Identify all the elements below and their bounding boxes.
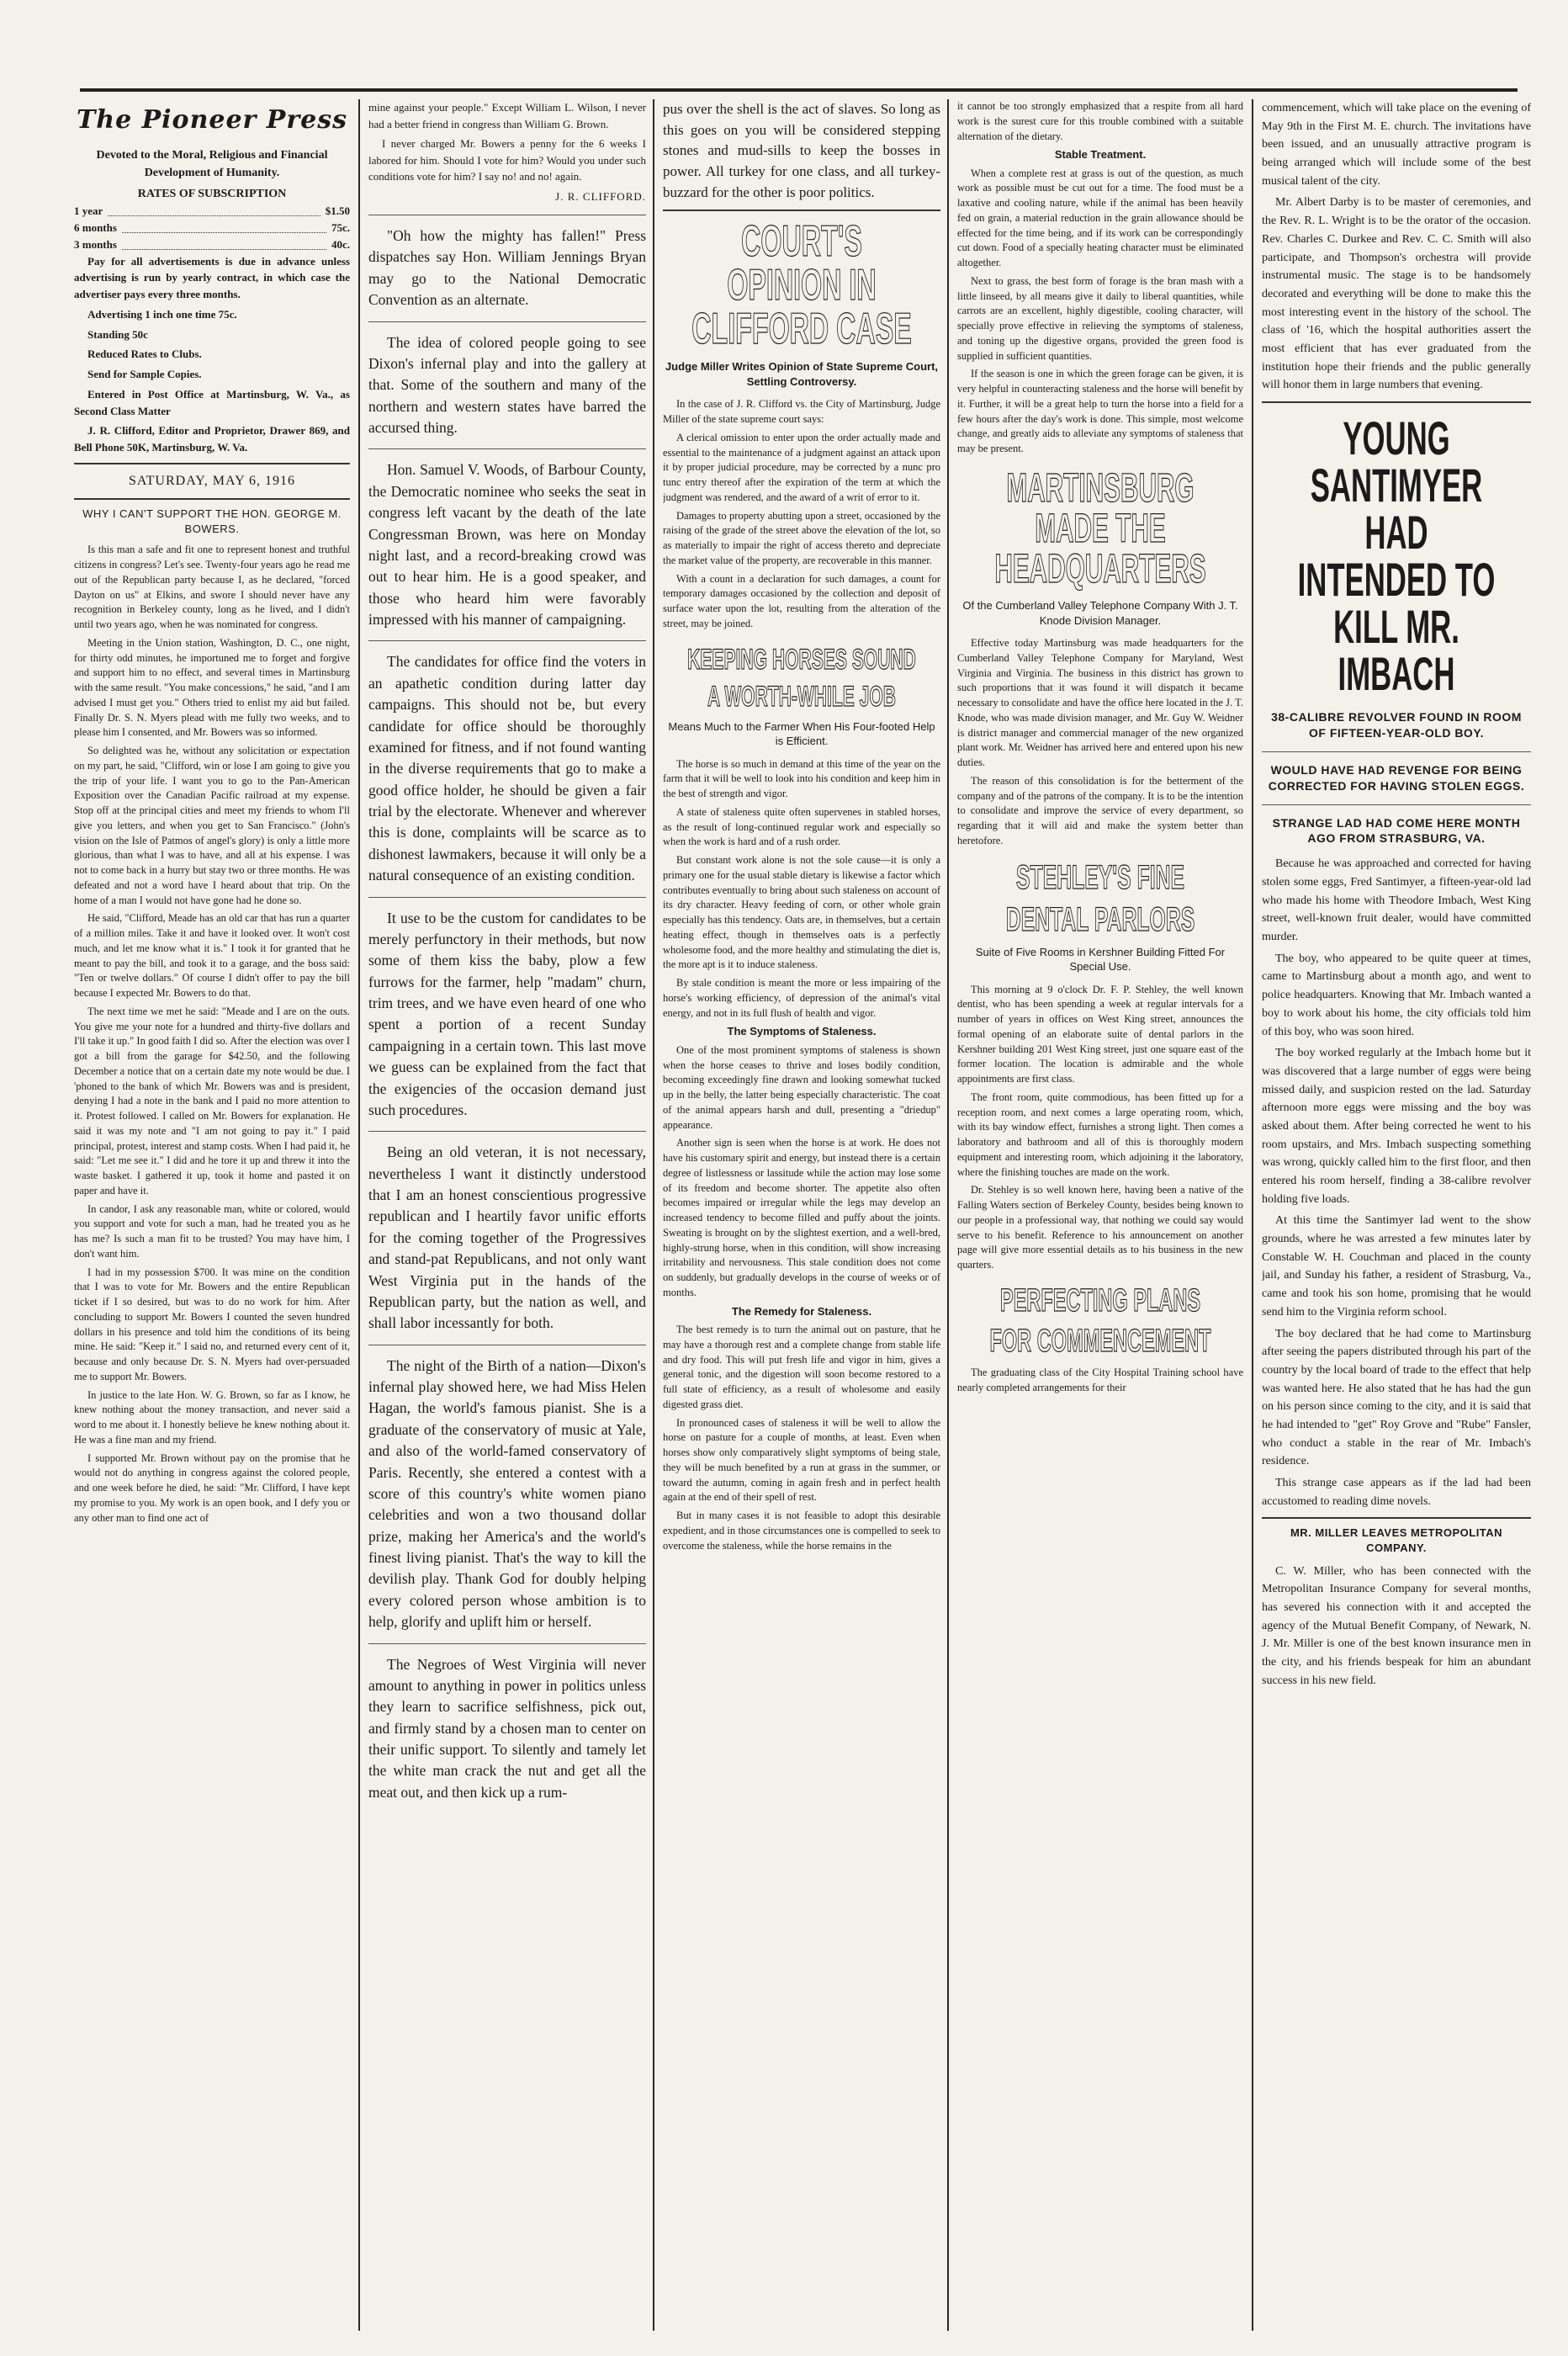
deck-santimyer-2: WOULD HAVE HAD REVENGE FOR BEING CORRECTED FOR HAVING STOLEN EGGS. bbox=[1268, 762, 1525, 793]
paragraph: In justice to the late Hon. W. G. Brown, so far as I know, he knew nothing about the money transaction, and never said a word to me about it. I honestly believe he knew nothing about it. He was a fine man and my friend. bbox=[74, 1388, 350, 1446]
masthead-rule bbox=[74, 463, 350, 464]
headline-horses: KEEPING HORSES SOUND bbox=[687, 643, 916, 676]
paragraph: He said, "Clifford, Meade has an old car that has run a quarter of a million miles. Take it and have it looked over. It won't cost much, and let me know what it is." I took it for granted that he meant to pay the bill, and took it to a garage, and the boss said: "Ten or twelve dollars." Of course I didn't offer to pay the bill because I expected Mr. Bowers to do that. bbox=[74, 912, 350, 1000]
article-horses-continued bbox=[957, 99, 1243, 457]
headline-commencement-second-line: FOR COMMENCEMENT bbox=[989, 1323, 1211, 1359]
masthead-notes bbox=[74, 253, 350, 456]
editorial-item: The Negroes of West Virginia will never amount to anything in power in politics unless they learn to sacrifice selfishness, pick out, and firmly stand by a chosen man to center on their unific support. To silently and tamely let the white man crack the nut and get all the meat out, and then kick up a rum- bbox=[368, 1655, 646, 1801]
paragraph: With a count in a declaration for such damages, a count for temporary damages occasioned by the collection and deposit of surface water upon the lot, resulting from the alteration of the street, may be joined. bbox=[663, 572, 940, 629]
paragraph: Is this man a safe and fit one to represent honest and truthful citizens in congress? Let's see. Twenty-four years ago he read me out of the Republican party because I, as he declared, "forced Dayton on us" at Elkins, and swore I should never have any recognition in Berkeley county, long as he lived, and I didn't until two years ago, when he was nominated for congress. bbox=[74, 544, 350, 631]
signature: J. R. CLIFFORD. bbox=[555, 189, 646, 203]
editorial-item: The candidates for office find the voters in an apathetic condition during latter day campaigns. This should not be, but every candidate for office should be thoroughly examined for fitness, and if not found wanting in the diverse requirements that go to make a good office holder, he should be given a fair trial by the electorate. Whenever and wherever this is done, complaints will be scarce as to dishonest lawmakers, because it will only be a natural consequence of an existing condition. bbox=[368, 653, 646, 884]
editorial-item: Hon. Samuel V. Woods, of Barbour County, the Democratic nominee who seeks the seat in congress left vacant by the death of the late Congressman Brown, was here on Monday night last, and a record-breaking crowd was out to hear him. He is a good speaker, and those who heard him were favorably impressed with his manner of campaigning. bbox=[368, 461, 646, 628]
paragraph: Mr. Albert Darby is to be master of ceremonies, and the Rev. R. L. Wright is to be the orator of the occasion. Rev. Charles C. Durkee and Rev. C. C. Smith will also participate, and Thompson's orchestra will provide instrumental music. The stage is to be handsomely decorated and everything will be done to make this the most interesting event in the history of the school. The class of '16, which the hospital authorities assert the most efficient that has ever graduated from the institution hope their friends and the public generally will honor them in large numbers that evening. bbox=[1262, 196, 1531, 392]
paragraph: Another sign is seen when the horse is at work. He does not have his customary spirit and energy, but instead there is a certain degree of listlessness or lassitude while the action may lose some of its freedom and become shorter. The appetite also often becomes impaired or irregular while the legs may develop an increased tendency to become filled and puffy about the joints. Sweating is brought on by the slightest exertion, and a well-bred, highly-strung horse, when in this condition, will show increasing irritability and nervousness. This stale condition does not come on suddenly, but gradually develops in the course of weeks or of months. bbox=[663, 1137, 940, 1298]
date-rule bbox=[74, 498, 350, 500]
paragraph: But in many cases it is not feasible to adopt this desirable expedient, and in those circumstances one is compelled to seek to overcome the staleness, while the horse remains in the bbox=[663, 1510, 940, 1552]
column-divider bbox=[947, 99, 949, 2331]
paragraph: The front room, quite commodious, has been fitted up for a reception room, and next comes a large operating room, which, with its bay window effect, furnishes a strong light. Then comes a laboratory and bathroom and all of this is thoroughly modern equipment and interesting room, which adjoining it the laboratory, where the finishing touches are made on the work. bbox=[957, 1090, 1243, 1178]
paragraph: In candor, I ask any reasonable man, white or colored, would you support and vote for such a man, had he treated you as he has me? Is such a man fit to be trusted? You may have him, I don't want him. bbox=[74, 1202, 350, 1260]
headline-stehley: STEHLEY'S FINE bbox=[1015, 858, 1185, 896]
article-court-opinion bbox=[663, 397, 940, 631]
headline-stehley-second-line: DENTAL PARLORS bbox=[1005, 900, 1195, 938]
paragraph: In pronounced cases of staleness it will be well to allow the horse on pasture for a couple of months, at least. Even when horses show only comparatively slight symptoms of being stale, they will be much benefited by a run at grass in the summer, or toward the autumn, coming in again fresh and in perfect health again at the end of their spell of rest. bbox=[663, 1416, 940, 1504]
paragraph: Meeting in the Union station, Washington, D. C., one night, for thirty odd minutes, he importuned me to forget and forgive and support him to no effect, and several times in Martinsburg with the same result. "You make concessions," he said, "and I am advised I must get you." Others tried to enlist my aid but failed. Finally Dr. S. N. Myers plead with me fully two weeks, and to please him I consented, and Mr. Bowers was so informed. bbox=[74, 636, 350, 739]
paragraph: At this time the Santimyer lad went to the show grounds, where he was arrested a few minutes later by Constable W. H. Couchman and placed in the county jail, and Sunday his father, a resident of Strasburg, Va., came and took his son home, promising that he would send him to the Virginia reform school. bbox=[1262, 1214, 1531, 1319]
headline-court-opinion: COURT'S OPINION IN CLIFFORD CASE bbox=[691, 217, 912, 354]
article-bowers-continued bbox=[368, 99, 646, 204]
item-rule bbox=[368, 448, 646, 449]
top-rule bbox=[80, 88, 1518, 92]
paragraph: pus over the shell is the act of slaves. So long as this goes on you will be considered stepping stones and mud-sills to keep the bosses in power. All turkey for one class, and all turkey-buzzard for the other is poor politics. bbox=[663, 101, 940, 200]
paragraph: By stale condition is meant the more or less impairing of the horse's working efficiency, of depression of the animal's vital energy, and not in its full flush of health and vigor. bbox=[663, 977, 940, 1019]
headline-santimyer: YOUNG SANTIMYER HAD INTENDED TO KILL MR. IMBACH bbox=[1297, 411, 1496, 700]
subhead-stable-treatment: Stable Treatment. bbox=[1054, 148, 1147, 162]
note: Pay for all advertisements is due in advance unless advertising is run by yearly contract, in which case the advertiser pays every three months. bbox=[74, 254, 350, 301]
paragraph: But constant work alone is not the sole cause—it is only a primary one for the usual stable dietary is likewise a factor which contributes eventually to bring about such staleness on account of its dry character. Heavy feeding of corn, or other whole grain especially has this tendency. Oats are, in themselves, but a certain heating effect, though in themselves oats is a perfectly wholesome food, and the more healthy and stimulating the diet is, the more apt is it to induce staleness. bbox=[663, 854, 940, 971]
headline-martinsburg: MARTINSBURG MADE THE HEADQUARTERS bbox=[994, 465, 1206, 592]
paragraph: Dr. Stehley is so well known here, having been a native of the Falling Waters section of Berkeley County, besides being known to our people in a professional way, that nothing we could say would serve to his benefit. Reference to his announcement on another page will give more essential details as to his business in the new quarters. bbox=[957, 1184, 1243, 1271]
note: Reduced Rates to Clubs. bbox=[87, 348, 202, 361]
item-rule bbox=[368, 897, 646, 898]
item-rule bbox=[1262, 1517, 1531, 1519]
paragraph: The reason of this consolidation is for the betterment of the company and of the patrons of the company. It is to be the intention to consolidate and improve the service of every department, so regarding that it will aid and make the system better than heretofore. bbox=[957, 774, 1243, 846]
article-commencement bbox=[957, 1366, 1243, 1396]
item-rule bbox=[368, 1643, 646, 1644]
headline-commencement: PERFECTING PLANS bbox=[999, 1282, 1201, 1319]
paragraph: I supported Mr. Brown without pay on the promise that he would not do anything in congress against the colored people, and one week before he died, he said: "Mr. Clifford, I have kept my promise to you. My work is an open book, and I defy you or any other man to find one act of bbox=[74, 1451, 350, 1524]
paragraph: In the case of J. R. Clifford vs. the City of Martinsburg, Judge Miller of the state supreme court says: bbox=[663, 398, 940, 426]
article-stehley bbox=[957, 983, 1243, 1273]
item-rule bbox=[1262, 804, 1531, 805]
paragraph: The next time we met he said: "Meade and I are on the outs. You give me your note for a hundred and thirty-five dollars and I'll take it up." In good faith I did so. After the election was over I got a bill from the garage for $42.50, and the following December a notice that on a certain date my note would be due. I 'phoned to the bank of which Mr. Bowers was and is president, denying I had a note in the bank and I paid no more attention to it. Protest followed. I called on Mr. Bowers for explanation. He said it was my note and "I am not going to pay it." I paid principal, protest, interest and stamp costs. When I had paid it, he said: "Let me see it." I did and he tore it up and threw it into the waste basket. I gathered it up, took it home and pasted it on paper and have it. bbox=[74, 1005, 350, 1197]
article-horses bbox=[663, 757, 940, 1554]
article-santimyer bbox=[1262, 855, 1531, 1510]
paragraph: A clerical omission to enter upon the order actually made and essential to the maintenance of a judgment against an attack upon it by proper judicial procedure, may be corrected by a nunc pro tunc entry thereof after the expiration of the term at which the judgment was rendered, and the award of a writ of error to it. bbox=[663, 431, 940, 503]
paragraph: The horse is so much in demand at this time of the year on the farm that it will be well to look into his condition and keep him in the best of strength and vigor. bbox=[663, 757, 940, 800]
editorial-items bbox=[368, 226, 646, 1803]
paragraph: Damages to property abutting upon a street, occasioned by the raising of the grade of the street above the elevation of the lot, so as materially to impair the right of access thereto and depreciate the market value of the property, are recoverable in this manner. bbox=[663, 509, 940, 566]
article-bowers bbox=[74, 543, 350, 1526]
paragraph: Because he was approached and corrected for having stolen some eggs, Fred Santimyer, a fifteen-year-old lad who made his home with Theodore Imbach, West King street, well-known fruit dealer, would have committed murder. bbox=[1262, 857, 1531, 944]
column-divider bbox=[358, 99, 360, 2331]
deck-horses: Means Much to the Farmer When His Four-footed Help is Efficient. bbox=[668, 719, 935, 748]
paragraph: I had in my possession $700. It was mine on the condition that I was to vote for Mr. Bowers and the entire Republican ticket if I so desired, but was to do no work for him. After concluding to support Mr. Bowers I counted the seven hundred dollars in his presence and told him the conditions of its being mine. He said: "Keep it." I said no, and returned every cent of it, because and only because Dr. S. N. Myers had over-persuaded me to support Mr. Bowers. bbox=[74, 1266, 350, 1382]
column-2 bbox=[368, 99, 646, 2339]
deck-stehley: Suite of Five Rooms in Kershner Building Fitted For Special Use. bbox=[975, 945, 1226, 974]
rate-row: 6 months 75c. bbox=[74, 221, 350, 235]
article-martinsburg bbox=[957, 636, 1243, 849]
editorial-item: "Oh how the mighty has fallen!" Press dispatches say Hon. William Jennings Bryan may go to the National Democratic Convention as an alternate. bbox=[368, 227, 646, 309]
paragraph: C. W. Miller, who has been connected with the Metropolitan Insurance Company for several months, has severed his connection with it and accepted the agency of the Mutual Benefit Company, of Newark, N. J. Mr. Miller is one of the best known insurance men in the city, and his friends bespeak for him an abundant success in his new field. bbox=[1262, 1564, 1531, 1687]
rates-heading: RATES OF SUBSCRIPTION bbox=[137, 188, 287, 201]
note: J. R. Clifford, Editor and Proprietor, Drawer 869, and Bell Phone 50K, Martinsburg, W. Va. bbox=[74, 424, 350, 454]
paragraph: If the season is one in which the green forage can be given, it is very helpful in counteracting staleness and the horse will benefit by it. Further, it will be a great help to turn the horse into a field for a few hours after the day's work is done. This simple, most welcome change, and greatly aids to alleviate any symptoms of staleness that may be present. bbox=[957, 368, 1243, 455]
note: Advertising 1 inch one time 75c. bbox=[87, 307, 237, 321]
paragraph: The boy, who appeared to be quite queer at times, came to Martinsburg about a month ago, and went to police headquarters. Knowing that Mr. Imbach wanted a boy to work about his home, the city officials told him of this boy, who was soon hired. bbox=[1262, 952, 1531, 1038]
column-4 bbox=[957, 99, 1243, 2339]
subhead-symptoms: The Symptoms of Staleness. bbox=[727, 1025, 877, 1038]
paragraph: The graduating class of the City Hospital Training school have nearly completed arrangements for their bbox=[957, 1366, 1243, 1393]
item-rule bbox=[368, 321, 646, 322]
paragraph: Effective today Martinsburg was made headquarters for the Cumberland Valley Telephone Company for Maryland, West Virginia and Virginia. The business in this district has grown to such proportions that it was found it will dispatch it became necessary to consolidate and have the office here located in the J. T. Knode, who was made division manager, and Mr. Guy W. Weidner is district manager and commercial manager of the new organized plant work. Mr. Weidner has arrived here and entered upon his new duties. bbox=[957, 637, 1243, 769]
masthead-title: The Pioneer Press bbox=[76, 105, 348, 135]
column-1 bbox=[74, 99, 350, 2339]
paragraph: The boy declared that he had come to Martinsburg after seeing the papers distributed through his part of the country by the local board of trade to the effect that help was wanted here. He also stated that he has had the gun on his person since coming to the city, and it is said that he had intended to "get" Roy Grove and "Rube" Fansler, who conduct a stable in the rear of Mr. Imbach's residence. bbox=[1262, 1327, 1531, 1468]
paragraph: commencement, which will take place on the evening of May 9th in the First M. E. church. The invitations have been issued, and an unusually attractive program is being arranged which will include some of the best musical talent of the city. bbox=[1262, 102, 1531, 188]
item-rule bbox=[663, 210, 940, 211]
paragraph: This morning at 9 o'clock Dr. F. P. Stehley, the well known dentist, who has been spending a week at regular intervals for a number of years in offices on West King street, announces the formal opening of an elaborate suite of dental parlors in the Kershner building 201 West King street, just one square east of the former location. The location is admirable and the whole appointments are first class. bbox=[957, 983, 1243, 1085]
paragraph: I never charged Mr. Bowers a penny for the 6 weeks I labored for him. Should I vote for him? Would you under such conditions vote for him? I say no! and no! again. bbox=[368, 137, 646, 183]
editorial-item: Being an old veteran, it is not necessary, nevertheless I want it distinctly understood that I am an honest conscientious progressive republican and I heartily favor unific efforts for the coming together of the Progressives and stand-pat Republicans, and not only want West Virginia put in the hands of the Republican party, but the nation as well, and shall labor incessantly for both. bbox=[368, 1144, 646, 1332]
masthead-motto: Devoted to the Moral, Religious and Financial Development of Humanity. bbox=[96, 148, 328, 179]
rate-row: 3 months 40c. bbox=[74, 237, 350, 251]
article-miller bbox=[1262, 1563, 1531, 1690]
item-rule bbox=[368, 1131, 646, 1132]
deck-court-opinion: Judge Miller Writes Opinion of State Supreme Court, Settling Controversy. bbox=[665, 360, 939, 388]
editorial-item: The idea of colored people going to see Dixon's infernal play and into the gallery at that. Some of the southern and many of the northern and western states have barred the accursed thing. bbox=[368, 333, 646, 436]
rate-row: 1 year $1.50 bbox=[74, 204, 350, 218]
note: Standing 50c bbox=[87, 327, 148, 341]
paragraph: The boy worked regularly at the Imbach home but it was discovered that a large number of eggs were being missed daily, and suspicion rested on the lad. Saturday afternoon more eggs were missing and the boy was asked about them. After being corrected he went to his room upstairs, and Mrs. Imbach suspecting something was wrong, quickly called him to the first floor, and then entered his room herself, finding a 38-calibre revolver holding five loads. bbox=[1262, 1047, 1531, 1206]
paragraph: mine against your people." Except William L. Wilson, I never had a better friend in congress than William G. Brown. bbox=[368, 101, 646, 130]
headline-horses-second-line: A WORTH-WHILE JOB bbox=[707, 680, 897, 713]
subhead-remedy: The Remedy for Staleness. bbox=[731, 1304, 872, 1318]
paragraph: This strange case appears as if the lad had been accustomed to reading dime novels. bbox=[1262, 1477, 1531, 1508]
headline-bowers: WHY I CAN'T SUPPORT THE HON. GEORGE M. BOWERS. bbox=[82, 507, 342, 535]
note: Send for Sample Copies. bbox=[87, 368, 202, 381]
paragraph: When a complete rest at grass is out of the question, as much work as possible must be cut out for a time. The food must be a laxative and cooling nature, while if the animal has been heavily fed on grain, a material reduction in the grain allowance should be effected for the time being, and if its work can be correspondingly cut down. Food of a specially heating character must be eliminated altogether. bbox=[957, 167, 1243, 269]
issue-date: SATURDAY, MAY 6, 1916 bbox=[128, 473, 296, 488]
paragraph: The best remedy is to turn the animal out on pasture, that he may have a thorough rest and a complete change from stable life and dry food. This will put fresh life and vigor in him, gives a general tonic, and the digestion will soon become restored to a full state of efficiency, as a result of wholesome and easily digested grass diet. bbox=[663, 1324, 940, 1410]
paragraph: A state of staleness quite often supervenes in stabled horses, as the result of long-continued regular work and especially so when the work is hard and of a rush order. bbox=[663, 805, 940, 848]
deck-martinsburg: Of the Cumberland Valley Telephone Company With J. T. Knode Division Manager. bbox=[962, 598, 1238, 627]
deck-santimyer-1: 38-CALIBRE REVOLVER FOUND IN ROOM OF FIFTEEN-YEAR-OLD BOY. bbox=[1271, 710, 1522, 740]
headline-miller: MR. MILLER LEAVES METROPOLITAN COMPANY. bbox=[1290, 1526, 1503, 1554]
item-rule bbox=[1262, 751, 1531, 752]
editorial-item: It use to be the custom for candidates to be merely perfunctory in their methods, but now some of them kiss the baby, plow a few furrows for the farmer, help "madam" churn, trim trees, and we have even heard of one who spent a portion of a recent Sunday campaigning in a certain town. This last move we guess can be explained from the fact that the exigencies of the occasion demand just such procedures. bbox=[368, 909, 646, 1118]
column-divider bbox=[1252, 99, 1253, 2331]
item-rule bbox=[368, 640, 646, 641]
column-3 bbox=[663, 99, 940, 2339]
paragraph: So delighted was he, without any solicitation or expectation on my part, he said, "Clifford, win or lose I am going to give you the trip of your life. I want you to go to the Pan-American Exposition over the Canadian Pacific railroad at my expense. Stop off at the principal cities and meet my friends to whom I'll give you letters, and when you get to San Francisco." (John's vision on the Isle of Patmos of angel's glory) is only a little more glorious, than what I was to have, and all at his expense. I was not to come back in a hurry but stay two or three months. He was defeated and not a word have I heard about that trip. On the home of a man I would not have gone had he done so. bbox=[74, 745, 350, 906]
article-commencement-continued bbox=[1262, 99, 1531, 395]
rates-list bbox=[74, 203, 350, 252]
note: Entered in Post Office at Martinsburg, W. Va., as Second Class Matter bbox=[74, 387, 350, 417]
paragraph: One of the most prominent symptoms of staleness is shown when the horse ceases to thrive and loses bodily condition, becoming exceedingly fine drawn and looking somewhat tucked up in the belly, the latter being especially characteristic. The coat of the animal appears harsh and dull, presenting a "driedup" appearance. bbox=[663, 1043, 940, 1131]
paragraph: it cannot be too strongly emphasized that a respite from all hard work is the surest cure for this trouble combined with a suitable alternation of the dietary. bbox=[957, 100, 1243, 142]
paragraph: Next to grass, the best form of forage is the bran mash with a little linseed, by all means give it daily to liberal quantities, while carrots are an excellent, highly digestible, cooling character, will specially prove effective in relieving the symptoms of staleness, and toning up the digestive organs, provided the green food is supplied in sufficient quantities. bbox=[957, 274, 1243, 362]
column-divider bbox=[653, 99, 654, 2331]
item-rule bbox=[1262, 401, 1531, 403]
deck-santimyer-3: STRANGE LAD HAD COME HERE MONTH AGO FROM STRASBURG, VA. bbox=[1272, 815, 1521, 846]
editorial-item: The night of the Birth of a nation—Dixon's infernal play showed here, we had Miss Helen Hagan, the world's famous pianist. She is a graduate of the conservatory of music at Yale, and also of the world-famed conservatory of Paris. Recently, she entered a contest with a score of this country's white women piano celebrities and won a two thousand dollar prize, making her America's and the world's finest living pianist. That's the way to kill the devilish play. Thank God for doubly helping every colored person whose ambition is to help, glorify and uplift him or herself. bbox=[368, 1356, 646, 1631]
column-5 bbox=[1262, 99, 1531, 2339]
